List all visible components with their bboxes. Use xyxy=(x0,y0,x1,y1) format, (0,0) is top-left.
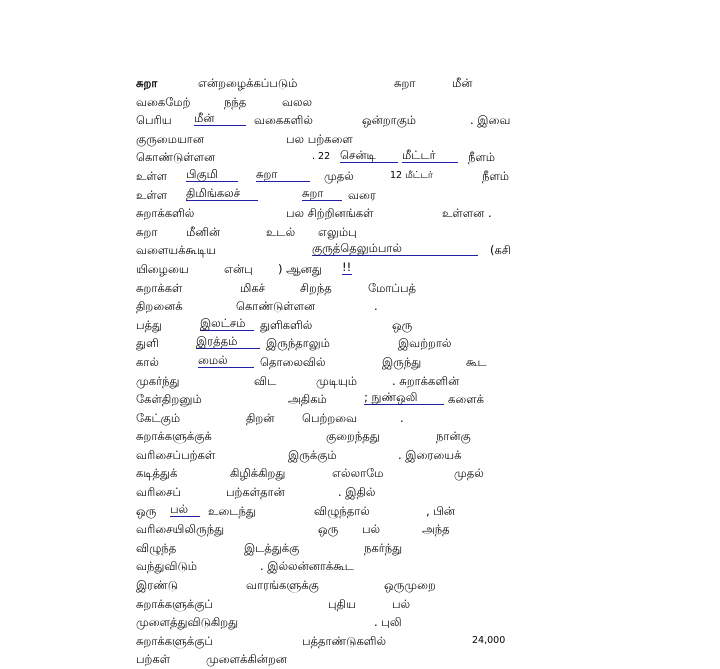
word: கிழிக்கிறது xyxy=(230,466,286,481)
text-line xyxy=(136,334,536,353)
text-line xyxy=(136,372,536,391)
word: பற்கள்தான் xyxy=(226,485,285,500)
text-line xyxy=(136,297,536,316)
text-line xyxy=(136,148,536,167)
word: சுறாக்களுக்குக் xyxy=(136,429,212,444)
word: சிறந்த xyxy=(300,280,332,295)
word: எல்லாமே xyxy=(332,466,384,481)
word: . xyxy=(374,299,378,314)
text-line xyxy=(136,650,536,669)
word: சுறாக்கள் xyxy=(136,280,183,295)
word: மோப்பத் xyxy=(368,280,417,295)
word: இருக்கும் xyxy=(288,447,337,462)
link-word[interactable]: மீட்டர் xyxy=(402,148,458,163)
link-word[interactable]: ; நுண்ஒலி xyxy=(364,390,444,405)
link-word[interactable]: சுறா xyxy=(256,167,310,182)
text-line xyxy=(136,632,536,651)
word: வலல xyxy=(282,94,313,109)
text-line xyxy=(136,316,536,335)
word: இருந்து xyxy=(382,354,422,369)
word: என்றழைக்கப்படும் xyxy=(198,76,298,90)
document-body xyxy=(136,74,536,669)
word: வகைகளில் xyxy=(254,113,313,128)
word: வரிசைப்பற்கள் xyxy=(136,447,216,462)
word: வரிசையிலிருந்து xyxy=(136,522,225,537)
word: முதல் xyxy=(454,466,484,481)
word: பற்கள் xyxy=(136,652,171,667)
word: மீன் xyxy=(452,76,473,90)
word: பத்து xyxy=(136,317,163,332)
word: பத்தாண்டுகளில் xyxy=(302,633,387,648)
word: 12 மீட்டர் xyxy=(390,169,433,181)
word: ஒருமுறை xyxy=(384,578,436,593)
word: விழுந்த xyxy=(136,540,177,555)
word: வந்துவிடும் xyxy=(136,559,197,574)
text-line xyxy=(136,446,536,465)
word: நகர்ந்து xyxy=(364,540,403,555)
word: இவற்றால் xyxy=(398,336,452,351)
word: கேள்திறனும் xyxy=(136,392,202,407)
word: நீளம் xyxy=(468,150,495,165)
word: சுறாக்களுக்குப் xyxy=(136,596,213,611)
text-line xyxy=(136,279,536,298)
word: பல சிற்றினங்கள் xyxy=(286,206,374,221)
link-word[interactable]: குருத்தெலும்பால் xyxy=(312,241,478,256)
word: ஒரு xyxy=(136,503,157,518)
word: . 22 xyxy=(312,151,331,163)
word: கால் xyxy=(136,354,159,369)
word: என்பு xyxy=(224,261,253,276)
link-word[interactable]: மீன் xyxy=(194,111,246,126)
text-line xyxy=(136,390,536,409)
word: கூட xyxy=(466,354,487,369)
word: களைக் xyxy=(448,392,484,407)
word: ) ஆனது xyxy=(278,261,322,276)
word: . சுறாக்களின் xyxy=(392,373,460,388)
word: . xyxy=(400,410,404,425)
word: பெரிய xyxy=(136,113,172,128)
word: விட xyxy=(254,373,277,388)
word: . இதில் xyxy=(338,485,376,500)
word: திறனைக் xyxy=(136,299,183,314)
word: மிகச் xyxy=(240,280,266,295)
word: சுறாக்களில் xyxy=(136,206,195,221)
word: இடத்துக்கு xyxy=(244,540,300,555)
text-line xyxy=(136,595,536,614)
word: சுறா xyxy=(136,224,158,239)
word: ஒன்றாகும் xyxy=(362,113,417,128)
word: பல் xyxy=(392,596,411,611)
word: . இரையைக் xyxy=(398,447,462,462)
word: முதல் xyxy=(324,168,354,183)
text-line xyxy=(136,353,536,372)
word: பல பற்களை xyxy=(286,131,353,146)
text-line xyxy=(136,186,536,205)
link-word[interactable]: மைல் xyxy=(198,353,254,368)
word: துளி xyxy=(136,336,159,351)
text-line xyxy=(136,464,536,483)
word: (கசி xyxy=(490,243,511,258)
word: பல் xyxy=(362,522,381,537)
word: முகர்ந்து xyxy=(136,373,180,388)
word: முடியும் xyxy=(316,373,358,388)
word: உள்ள xyxy=(136,168,168,183)
link-word[interactable]: பல் xyxy=(170,502,200,517)
word: ஒரு xyxy=(318,522,339,537)
word: துளிகளில் xyxy=(260,317,313,332)
word: உடைந்து xyxy=(208,503,256,518)
word: . புலி xyxy=(374,615,402,630)
link-word[interactable]: சென்டி xyxy=(340,148,398,163)
word: ஒரு xyxy=(392,317,413,332)
word: உள்ளன . xyxy=(442,206,492,221)
word: முளைக்கின்றன xyxy=(206,652,287,667)
word: நான்கு xyxy=(436,429,471,444)
word: . இல்லன்னாக்கூட xyxy=(260,559,354,574)
link-word[interactable]: திமிங்கலச் xyxy=(186,186,258,201)
text-line xyxy=(136,241,536,260)
word: மீனின் xyxy=(186,224,221,239)
word: வரை xyxy=(348,187,376,202)
text-line xyxy=(136,111,536,130)
word: வகைமேற் xyxy=(136,94,191,109)
text-line xyxy=(136,502,536,521)
text-line xyxy=(136,167,536,186)
text-line xyxy=(136,576,536,595)
word: கொண்டுள்ளன xyxy=(136,150,216,165)
word: எலும்பு xyxy=(318,224,357,239)
word: விழுந்தால் xyxy=(314,503,370,518)
word: கடித்துக் xyxy=(136,466,178,481)
text-line xyxy=(136,557,536,576)
word: . இவை xyxy=(470,113,511,128)
link-word[interactable]: !! xyxy=(342,259,352,274)
text-line xyxy=(136,74,536,93)
link-word[interactable]: இலட்சம் xyxy=(200,316,254,331)
text-line xyxy=(136,483,536,502)
link-word[interactable]: இரத்தம் xyxy=(196,334,260,349)
word: அதிகம் xyxy=(288,392,327,407)
text-line xyxy=(136,130,536,149)
word: உடல் xyxy=(266,224,296,239)
word: சுறாக்களுக்குப் xyxy=(136,633,213,648)
text-line xyxy=(136,260,536,279)
word: நீளம் xyxy=(482,168,509,183)
word: குருமையான xyxy=(136,131,204,146)
word: முளைத்துவிடுகிறது xyxy=(136,615,239,630)
word: சுறா xyxy=(136,76,158,90)
word: , பின் xyxy=(426,503,455,518)
word: சுறா xyxy=(394,76,416,90)
word: உள்ள xyxy=(136,187,168,202)
text-line xyxy=(136,520,536,539)
text-line xyxy=(136,427,536,446)
word: திறன் xyxy=(246,410,275,425)
word: புதிய xyxy=(328,596,356,611)
word: அந்த xyxy=(422,522,450,537)
word: கொண்டுள்ளன xyxy=(236,299,316,314)
word: கேட்கும் xyxy=(136,410,181,425)
word: 24,000 xyxy=(472,634,506,646)
text-line xyxy=(136,93,536,112)
link-word[interactable]: சுறா xyxy=(302,186,342,201)
text-line xyxy=(136,613,536,632)
text-line xyxy=(136,539,536,558)
text-line xyxy=(136,223,536,242)
word: குறைந்தது xyxy=(326,429,380,444)
link-word[interactable]: பிகுமி xyxy=(186,167,238,182)
word: வரிசைப் xyxy=(136,485,182,500)
word: தொலைவில் xyxy=(260,354,326,369)
word: இரண்டு xyxy=(136,578,179,593)
word: வளையக்கூடிய xyxy=(136,243,217,258)
word: வாரங்களுக்கு xyxy=(246,578,319,593)
word: நந்த xyxy=(224,94,247,109)
word: இருந்தாலும் xyxy=(266,336,330,351)
word: யிழையை xyxy=(136,261,189,276)
word: பெற்றவை xyxy=(302,410,358,425)
text-line xyxy=(136,409,536,428)
text-line xyxy=(136,204,536,223)
